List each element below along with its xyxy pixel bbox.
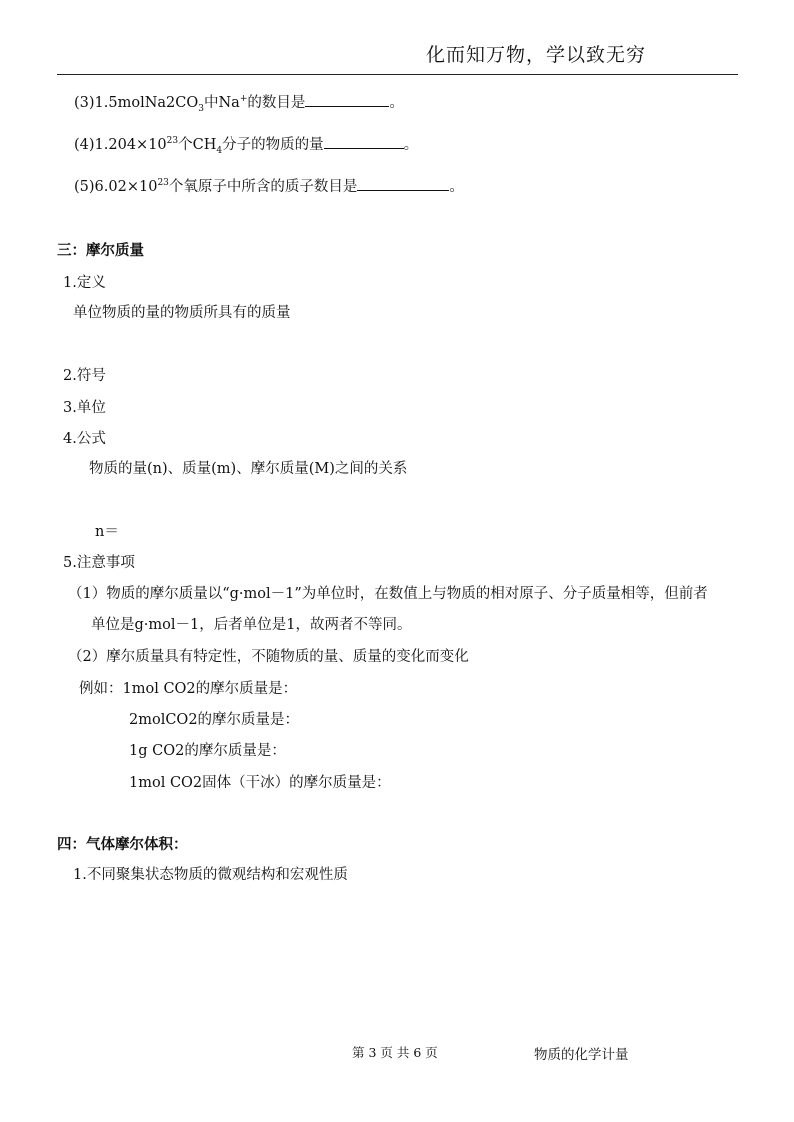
answer-blank[interactable] <box>357 178 449 191</box>
example-4: 1mol CO2固体（干冰）的摩尔质量是： <box>129 775 391 791</box>
answer-blank[interactable] <box>305 94 389 107</box>
formula-description: 物质的量(n)、质量(m)、摩尔质量(M)之间的关系 <box>89 461 408 477</box>
definition-text: 单位物质的量的物质所具有的质量 <box>73 305 291 321</box>
section-3-title: 三：摩尔质量 <box>57 243 144 259</box>
page-number: 第 3 页 共 6 页 <box>352 1045 438 1060</box>
note-2: （2）摩尔质量具有特定性，不随物质的量、质量的变化而变化 <box>68 649 469 665</box>
item-notes: 5.注意事项 <box>63 555 135 571</box>
example-2: 2molCO2的摩尔质量是： <box>129 712 300 728</box>
formula-text: n＝ <box>95 524 119 540</box>
note-1-line-2: 单位是g·mol－1，后者单位是1，故两者不等同。 <box>91 617 412 633</box>
header-divider <box>57 74 738 75</box>
item-symbol: 2.符号 <box>63 368 106 384</box>
item-definition: 1.定义 <box>63 275 106 291</box>
header-motto: 化而知万物，学以致无穷 <box>425 44 646 66</box>
footer-document-title: 物质的化学计量 <box>534 1047 629 1063</box>
question-4: $(4)1.204\times 10^{23}$个$CH_4$分子的物质的量 。 <box>74 136 419 156</box>
section-4-item-1: 1.不同聚集状态物质的微观结构和宏观性质 <box>73 867 348 883</box>
question-3: $(3)1.5molNa2CO_3$中Na+的数目是 。 <box>74 94 404 114</box>
question-5: $(5)6.02\times 10^{23}$个氧原子中所含的质子数目是 。 <box>74 178 464 195</box>
example-3: 1g CO2的摩尔质量是： <box>129 743 286 759</box>
item-unit: 3.单位 <box>63 400 106 416</box>
item-formula: 4.公式 <box>63 431 106 447</box>
example-1: 例如：1mol CO2的摩尔质量是： <box>79 681 298 697</box>
note-1-line-1: （1）物质的摩尔质量以“g·mol－1”为单位时，在数值上与物质的相对原子、分子质量相等，但前者 <box>68 586 708 602</box>
answer-blank[interactable] <box>324 136 404 149</box>
section-4-title: 四：气体摩尔体积： <box>57 837 188 853</box>
